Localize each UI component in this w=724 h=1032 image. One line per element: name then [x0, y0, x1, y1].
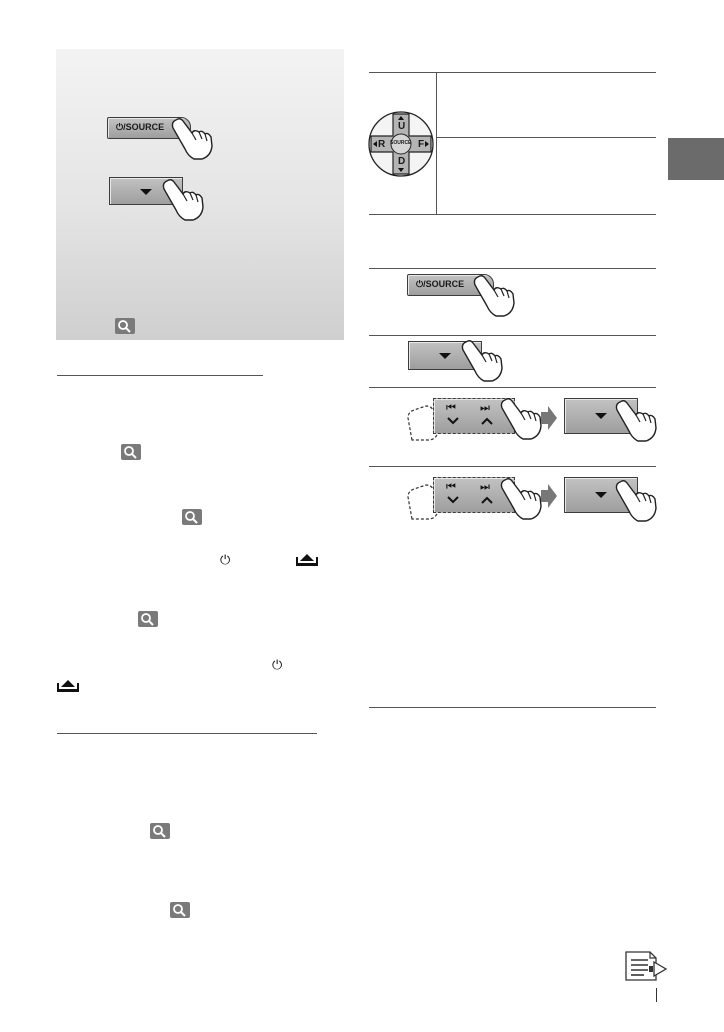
eject-icon: [296, 553, 318, 567]
skip-forward-icon: ⏭: [480, 401, 490, 414]
chevron-down-icon: [447, 496, 459, 504]
pad-up-label: U: [398, 121, 406, 132]
skip-forward-icon: ⏭: [480, 480, 490, 493]
section-rule: [57, 375, 263, 376]
chevron-up-icon: [481, 417, 493, 425]
section-end-rule: [369, 707, 656, 708]
pointing-hand-icon: [460, 338, 505, 383]
page-number-mark: [656, 988, 657, 1002]
zoom-icon: [115, 318, 135, 334]
table-bottom-rule: [369, 214, 656, 215]
step-rule: [369, 387, 656, 388]
section-tab: [668, 138, 724, 180]
pad-right-label: F: [418, 139, 425, 150]
source-button-label: ⏻/SOURCE: [116, 122, 165, 132]
continued-page-icon: [624, 950, 668, 984]
skip-back-icon: ⏮: [446, 480, 456, 493]
pointing-hand-icon: [161, 177, 206, 222]
power-icon: ⏻: [220, 553, 231, 568]
pointing-hand-icon: [472, 273, 517, 318]
pointing-hand-icon: [614, 398, 659, 443]
zoom-icon: [170, 902, 190, 918]
pointing-hand-icon: [614, 478, 659, 523]
arrow-right-icon: [541, 406, 557, 430]
pointing-hand-icon: [499, 396, 544, 441]
table-top-rule: [369, 72, 656, 73]
step-rule: [369, 335, 656, 336]
step-rule: [369, 466, 656, 467]
power-icon: ⏻: [272, 658, 283, 673]
pad-left-label: R: [378, 139, 386, 150]
skip-back-icon: ⏮: [446, 401, 456, 414]
pad-center-label: SOURCE: [390, 140, 412, 146]
zoom-icon: [121, 444, 141, 460]
chevron-up-icon: [481, 496, 493, 504]
pointing-hand-icon: [499, 476, 544, 521]
pad-down-label: D: [398, 156, 406, 167]
table-divider: [436, 72, 437, 214]
down-arrow-icon: [140, 189, 152, 195]
zoom-icon: [150, 823, 170, 839]
down-arrow-icon: [595, 492, 607, 498]
source-button-label: ⏻/SOURCE: [416, 279, 465, 289]
eject-icon: [57, 679, 79, 693]
down-arrow-icon: [439, 353, 451, 359]
pointing-hand-icon: [170, 116, 215, 161]
zoom-icon: [138, 611, 158, 627]
chevron-down-icon: [447, 417, 459, 425]
down-arrow-icon: [595, 413, 607, 419]
arrow-right-icon: [541, 484, 557, 508]
zoom-icon: [182, 509, 202, 525]
section-rule: [57, 733, 317, 734]
step-rule: [369, 268, 656, 269]
table-row-rule: [436, 137, 656, 138]
